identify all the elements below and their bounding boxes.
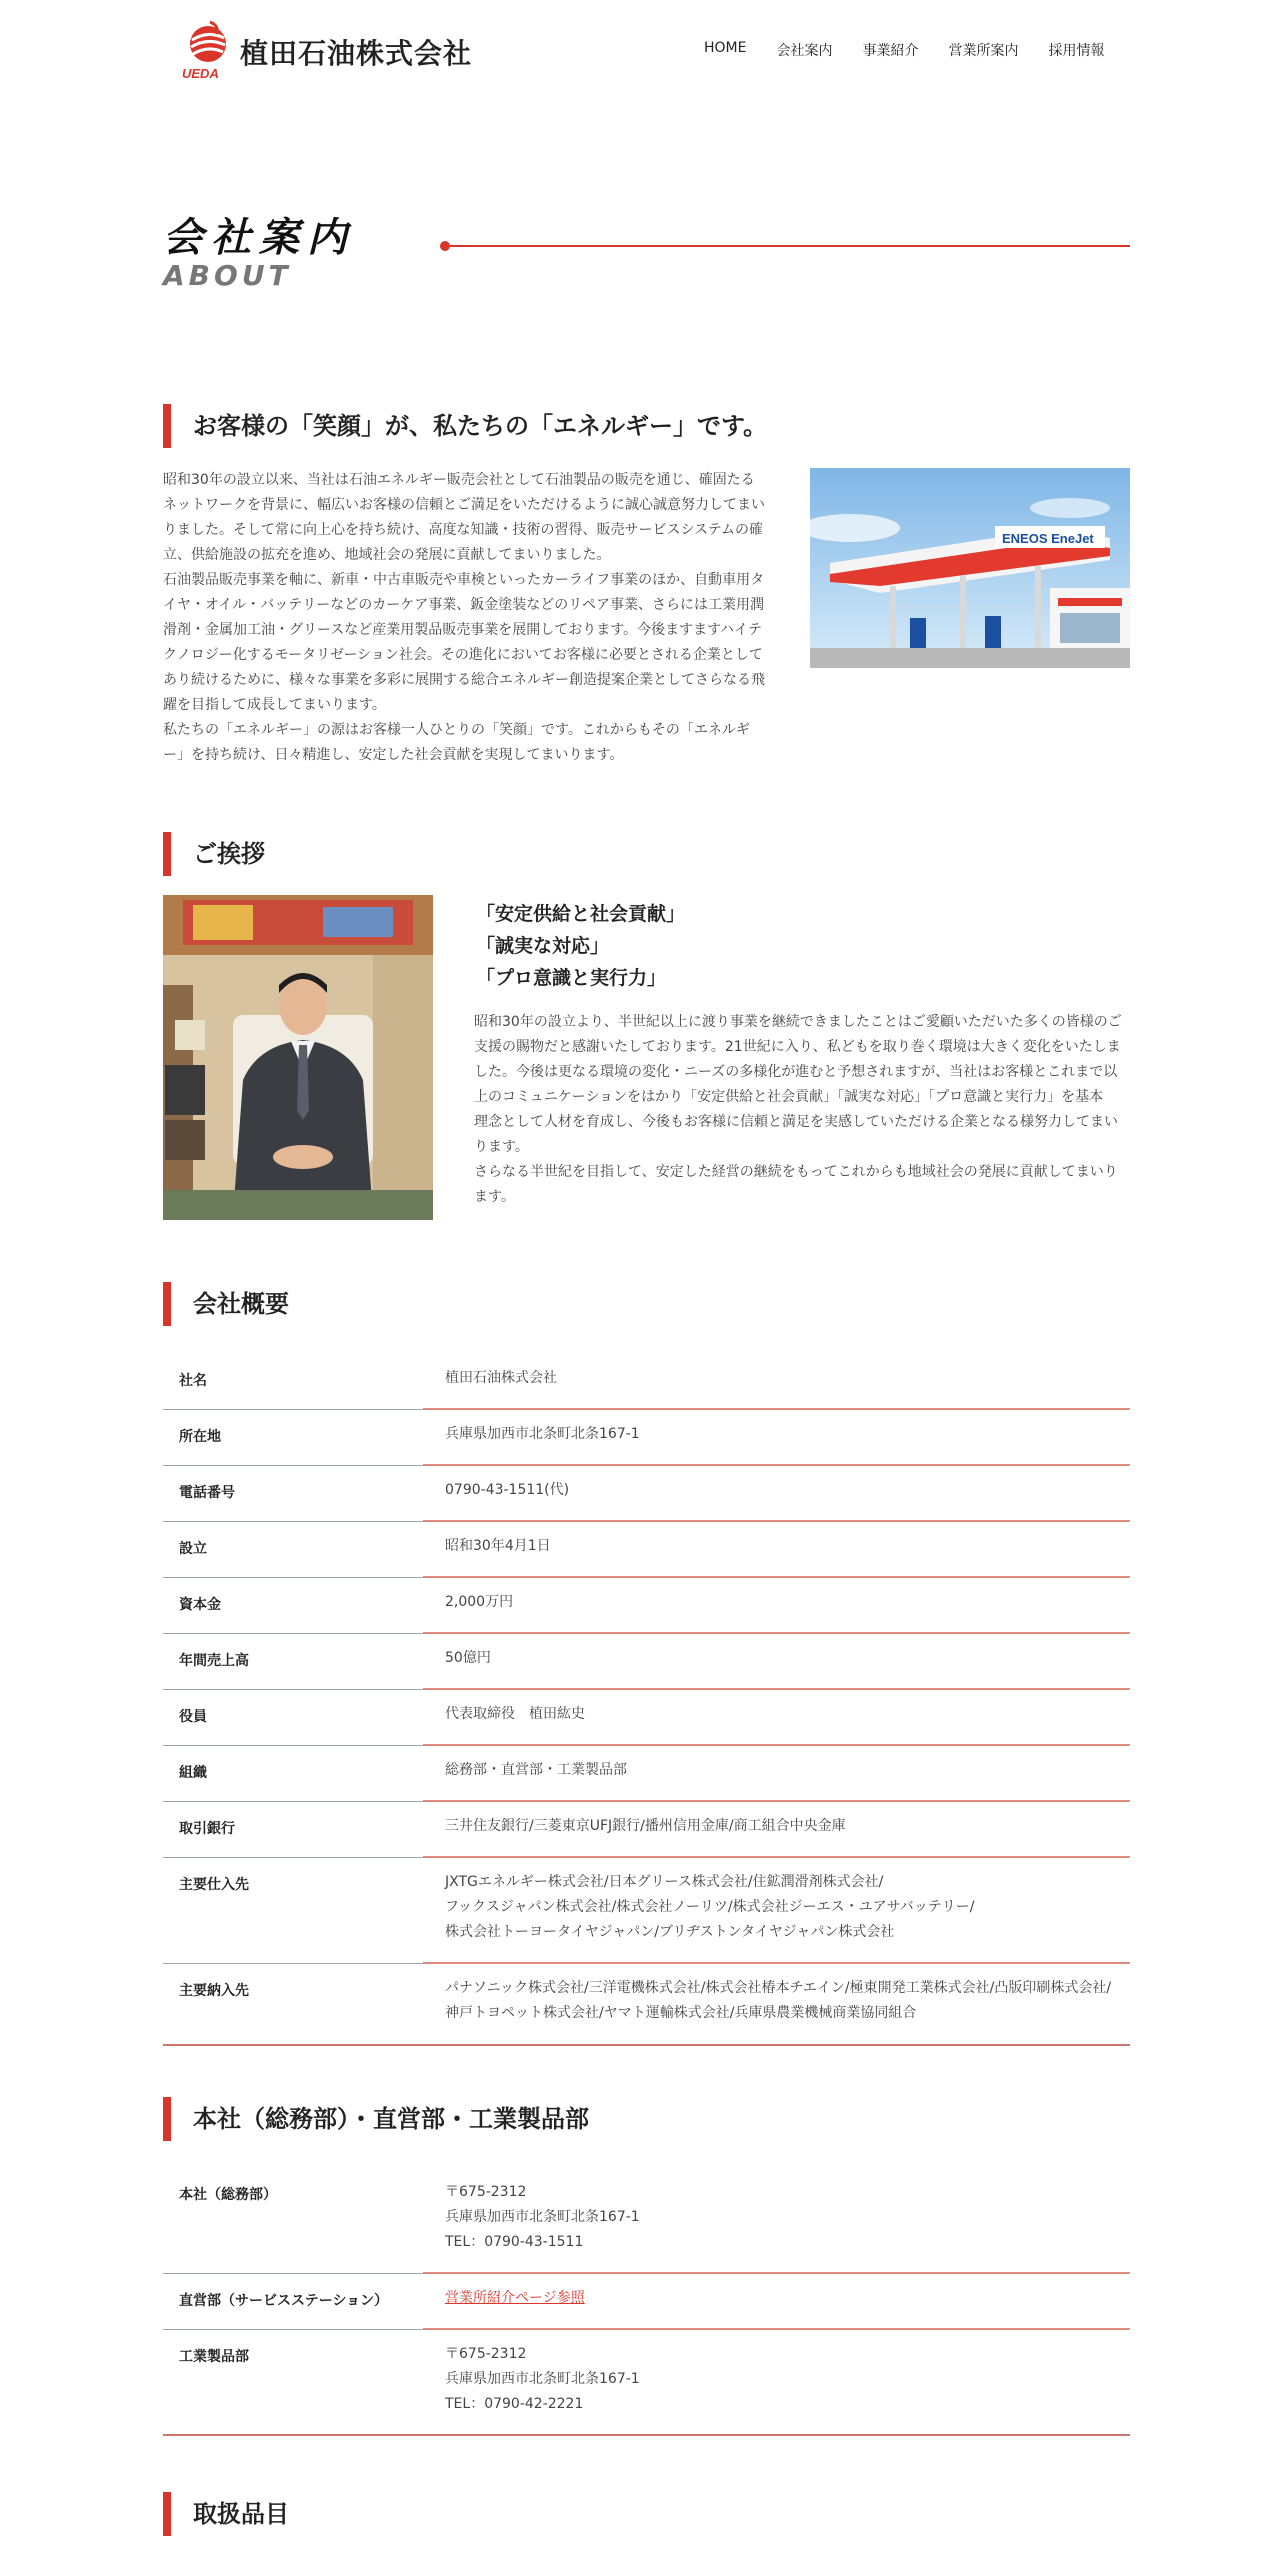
- table-row: [163, 1466, 1130, 1522]
- slogan: 「安定供給と社会貢献」: [476, 903, 686, 925]
- intro-line: 滑剤・金属加工油・グリースなど産業用製品販売事業を展開しております。今後ますますハイテ: [163, 622, 763, 638]
- row-key: 主要仕入先: [179, 1877, 249, 1893]
- greeting-heading: ご挨拶: [163, 832, 265, 876]
- row-value: パナソニック株式会社/三洋電機株式会社/株式会社椿本チエイン/極東開発工業株式会社/凸版印刷株式会社/ 神戸トヨペット株式会社/ヤマト運輸株式会社/兵庫県農業機械商業協同組合: [445, 1980, 1112, 2021]
- row-key: 直営部（サービスステーション）: [179, 2293, 389, 2309]
- page-title-en: ABOUT: [163, 259, 292, 292]
- overview-heading: 会社概要: [163, 1282, 289, 1326]
- table-row: [163, 1746, 1130, 1802]
- row-value: JXTGエネルギー株式会社/日本グリース株式会社/住鉱潤滑剤株式会社/ フックスジャパン株式会社/株式会社ノーリツ/株式会社ジーエス・ユアサバッテリー/ 株式会社トーヨータイヤジャパン/ブリヂストンタイヤジャパン株式会社: [445, 1874, 975, 1940]
- row-value: 昭和30年4月1日: [445, 1538, 551, 1554]
- row-key: 年間売上高: [179, 1653, 249, 1669]
- overview-table: [163, 1354, 1130, 2054]
- row-key: 資本金: [179, 1597, 221, 1613]
- nav-business[interactable]: 事業紹介: [862, 43, 919, 59]
- slogan: 「誠実な対応」: [476, 935, 610, 957]
- table-row: [163, 1522, 1130, 1578]
- table-row: [163, 1858, 1130, 1964]
- page-title-jp: 会社案内: [163, 215, 355, 261]
- row-value: 兵庫県加西市北条町北条167-1: [445, 1426, 640, 1442]
- intro-line: あり続けるために、様々な事業を多彩に展開する総合エネルギー創造提案企業としてさらなる飛: [163, 672, 765, 688]
- greeting-line: 支援の賜物だと感謝いたしております。21世紀に入り、私どもを取り巻く環境は大きく変化をいたしま: [474, 1039, 1121, 1055]
- gas-station-photo: [810, 468, 1130, 668]
- nav-recruit[interactable]: 採用情報: [1048, 43, 1105, 59]
- row-key: 社名: [179, 1373, 207, 1389]
- intro-line: 昭和30年の設立以来、当社は石油エネルギー販売会社として石油製品の販売を通じ、確固たる: [163, 472, 755, 488]
- row-key: 役員: [179, 1709, 207, 1725]
- row-value: 〒675-2312 兵庫県加西市北条町北条167-1 TEL：0790-43-1511: [445, 2184, 640, 2250]
- greeting-line: ります。: [474, 1139, 529, 1155]
- greeting-line: 昭和30年の設立より、半世紀以上に渡り事業を継続できましたことはご愛顧いただいた多くの皆様のご: [474, 1014, 1122, 1030]
- slogan: 「プロ意識と実行力」: [476, 967, 667, 989]
- row-key: 所在地: [179, 1429, 221, 1445]
- table-row: [163, 1354, 1130, 1410]
- company-logo[interactable]: [180, 20, 473, 82]
- table-row: [163, 1410, 1130, 1466]
- table-row: [163, 1634, 1130, 1690]
- intro-line: 立、供給施設の拡充を進め、地域社会の発展に貢献してまいりました。: [163, 547, 611, 563]
- row-value: 2,000万円: [445, 1594, 514, 1610]
- table-row: [163, 1690, 1130, 1746]
- greeting-text: [474, 1010, 1128, 1210]
- row-key: 主要納入先: [179, 1983, 249, 1999]
- row-key: 本社（総務部）: [179, 2187, 277, 2203]
- title-dot: [440, 241, 450, 251]
- intro-line: イヤ・オイル・バッテリーなどのカーケア事業、鈑金塗装などのリペア事業、さらには工業用潤: [163, 597, 765, 613]
- sign-brand: ENEOS EneJet: [1002, 531, 1094, 546]
- intro-text: [163, 468, 769, 768]
- greeting-line: した。今後は更なる環境の変化・ニーズの多様化が進むと予想されますが、当社はお客様とこれまで以: [474, 1064, 1118, 1080]
- row-value: 植田石油株式会社: [445, 1370, 557, 1386]
- intro-line: 私たちの「エネルギー」の源はお客様一人ひとりの「笑顔」です。これからもその「エネルギ: [163, 722, 750, 738]
- offices-table: [163, 2168, 1130, 2438]
- greeting-line: さらなる半世紀を目指して、安定した経営の継続をもってこれからも地域社会の発展に貢献してまいり: [474, 1164, 1118, 1180]
- intro-line: 躍を目指して成長してまいります。: [163, 697, 386, 713]
- row-value: 代表取締役 植田紘史: [445, 1706, 585, 1722]
- nav-offices[interactable]: 営業所案内: [948, 43, 1019, 59]
- table-row: [163, 1964, 1130, 2046]
- logo-text: 植田石油株式会社: [240, 37, 473, 70]
- greeting-line: ます。: [474, 1189, 515, 1205]
- table-row: [163, 2168, 1130, 2274]
- intro-line: 石油製品販売事業を軸に、新車・中古車販売や車検といったカーライフ事業のほか、自動車用タ: [163, 572, 765, 588]
- row-key: 取引銀行: [179, 1821, 235, 1837]
- row-key: 設立: [179, 1541, 207, 1557]
- greeting-slogans: [476, 898, 685, 994]
- table-row: [163, 2274, 1130, 2330]
- offices-heading: 本社（総務部）・直営部・工業製品部: [163, 2097, 589, 2141]
- site-header: [0, 0, 1284, 100]
- table-row: [163, 2330, 1130, 2438]
- page-title: [163, 215, 355, 292]
- row-key: 組織: [179, 1765, 207, 1781]
- nav-home[interactable]: HOME: [704, 40, 747, 56]
- president-photo: [163, 895, 433, 1220]
- row-value: 0790-43-1511(代): [445, 1482, 570, 1498]
- row-key: 電話番号: [179, 1485, 235, 1501]
- row-key: 工業製品部: [179, 2349, 249, 2365]
- main-nav: [704, 40, 1104, 60]
- office-page-link[interactable]: 営業所紹介ページ参照: [445, 2290, 585, 2306]
- greeting-line: 理念として人材を育成し、今後もお客様に信頼と満足を実感していただける企業となる様努力してまい: [474, 1114, 1118, 1130]
- greeting-line: 上のコミュニケーションをはかり「安定供給と社会貢献」「誠実な対応」「プロ意識と実行力」を基本: [474, 1089, 1104, 1105]
- title-rule: [450, 245, 1130, 247]
- intro-line: ネットワークを背景に、幅広いお客様の信頼とご満足をいただけるように誠心誠意努力してまい: [163, 497, 765, 513]
- intro-heading: お客様の「笑顔」が、私たちの「エネルギー」です。: [163, 404, 767, 448]
- products-heading: 取扱品目: [163, 2492, 289, 2536]
- row-value: 三井住友銀行/三菱東京UFJ銀行/播州信用金庫/商工組合中央金庫: [445, 1818, 846, 1834]
- row-value: 総務部・直営部・工業製品部: [445, 1762, 627, 1778]
- intro-line: りました。そして常に向上心を持ち続け、高度な知識・技術の習得、販売サービスシステムの確: [163, 522, 764, 538]
- intro-line: クノロジー化するモータリゼーション社会。その進化においてお客様に必要とされる企業として: [163, 647, 763, 663]
- intro-line: ー」を持ち続け、日々精進し、安定した社会貢献を実現してまいります。: [163, 747, 624, 763]
- row-value: 50億円: [445, 1650, 491, 1666]
- row-value: 〒675-2312 兵庫県加西市北条町北条167-1 TEL：0790-42-2221: [445, 2346, 640, 2412]
- ueda-logo-icon: [180, 20, 232, 82]
- logo-sub-text: UEDA: [182, 66, 219, 81]
- table-row: [163, 1578, 1130, 1634]
- table-row: [163, 1802, 1130, 1858]
- nav-company[interactable]: 会社案内: [776, 43, 833, 59]
